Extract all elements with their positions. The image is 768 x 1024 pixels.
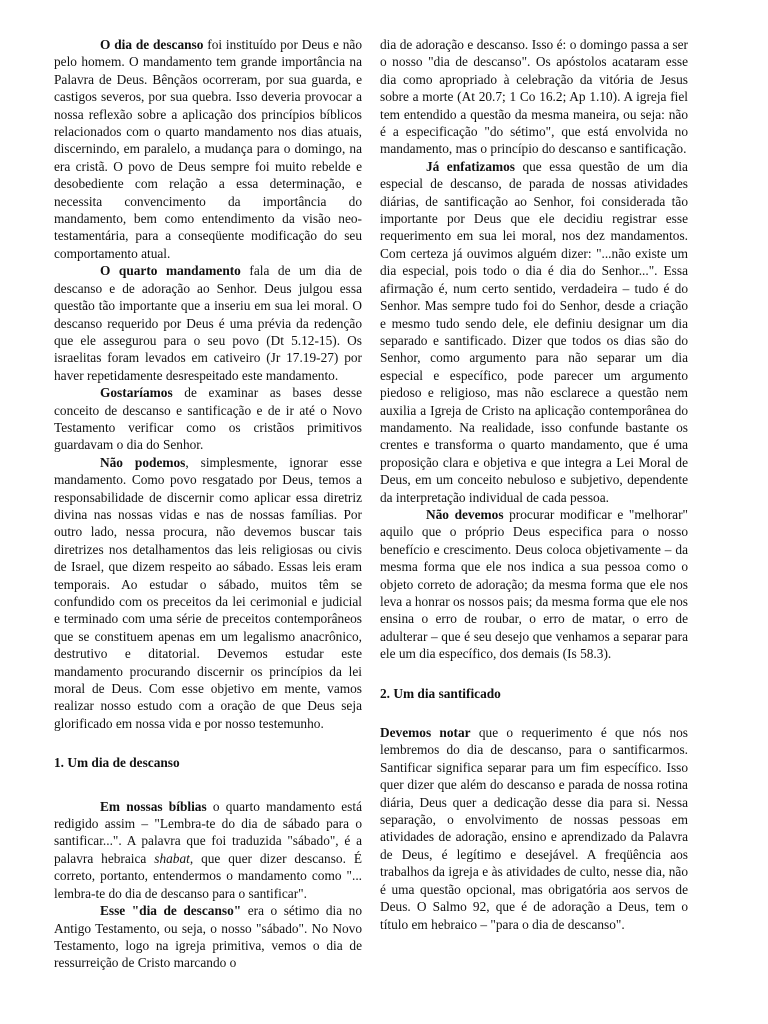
paragraph xyxy=(380,36,688,158)
spacer xyxy=(54,772,362,798)
paragraph xyxy=(54,454,362,733)
section-heading: 2. Um dia santificado xyxy=(380,685,501,701)
paragraph-lead: Devemos notar xyxy=(380,725,471,741)
paragraph-text: era o sétimo dia no Antigo Testamento, ou seja, o nosso "sábado". No Novo Testamento, logo na igreja primitiva, vemos o dia de ressurreição de Cristo marcando o xyxy=(54,903,362,971)
paragraph-text: , simplesmente, ignorar esse mandamento. Como povo resgatado por Deus, temos a responsabilidade de discernir como aplicar essa diretriz divina nas nossas vidas e nas de nossas famílias. Por outro lado, nessa procura, não devemos buscar tais diretrizes nos detalhamentos das leis religiosas ou civis de Israel, que dizem respeito ao sábado. Essas leis eram temporais. Ao estudar o sábado, muitos têm se confundido com os preceitos da lei cerimonial e judicial e terminado com uma série de preceitos contemporâneos que se constituem apenas em um legalismo anacrônico, destrutivo e ditatorial. Devemos estudar este mandamento procurando discernir os princípios da lei moral de Deus. Com esse objetivo em mente, vamos realizar nosso estudo com a oração de que Deus seja glorificado em nossa vida e por nosso testemunho. xyxy=(54,454,362,731)
paragraph xyxy=(54,384,362,454)
spacer xyxy=(380,702,688,724)
paragraph-text: dia de adoração e descanso. Isso é: o domingo passa a ser o nosso "dia de descanso". Os apóstolos acataram esse dia como apropriado à celebração da vitória de Jesus sobre a morte (At 20.7; 1 Co 16.2; Ap 1.10). A igreja fiel tem entendido a questão da mesma maneira, ou seja: não é a especificação "do sétimo", que está envolvida no mandamento, mas o princípio do descanso e santificação. xyxy=(380,37,688,157)
paragraph-lead: Gostaríamos xyxy=(100,385,173,401)
paragraph-text: procurar modificar e "melhorar" aquilo que o próprio Deus especifica para o nosso benefício e crescimento. Deus coloca objetivamente – da mesma forma que ele nos indica a sua pessoa como o objeto correto de adoração; da mesma forma que ele nos leva a honrar os nossos pais; da mesma forma que ele nos ensina o erro de roubar, o erro de matar, o erro de adulterar – que é seu desejo que venhamos a separar para ele um dia específico, dos demais (Is 58.3). xyxy=(380,506,688,662)
paragraph-lead: O dia de descanso xyxy=(100,37,204,52)
paragraph-lead: O quarto mandamento xyxy=(100,263,241,279)
paragraph-lead: Já enfatizamos xyxy=(426,158,515,174)
spacer xyxy=(54,732,362,754)
paragraph-text: fala de um dia de descanso e de adoração ao Senhor. Deus julgou essa questão tão importante que a inseriu em sua lei moral. O descanso requerido por Deus é uma prévia da redenção que ele assegurou para o seu povo (Dt 5.12-15). Os israelitas foram levados em cativeiro (Jr 17.19-27) por haver repetidamente desrespeitado este mandamento. xyxy=(54,263,363,383)
paragraph-text: que o requerimento é que nós nos lembremos do dia de descanso, para o santificarmos. Santificar significa separar para um fim específico. Isso quer dizer que além do descanso e parada de nossa rotina diária, Deus quer a dedicação desse dia para si. Nessa separação, o envolvimento de nossas pessoas em atividades de adoração, ensino e aprendizado da Palavra de Deus, é legítimo e desejável. A freqüência aos trabalhos da igreja e às atividades de culto, nesse dia, não é uma questão opcional, mas obrigatória aos servos de Deus. O Salmo 92, que é de adoração a Deus, tem o título em hebraico – "para o dia de descanso". xyxy=(380,725,688,932)
paragraph xyxy=(54,36,362,262)
paragraph xyxy=(54,902,362,972)
paragraph xyxy=(380,506,688,663)
paragraph-text: , que quer dizer descanso. É correto, portanto, entendermos o mandamento como "... lembra-te do dia de descanso para o santificar". xyxy=(54,850,362,901)
right-column xyxy=(380,36,688,1024)
spacer xyxy=(380,663,688,685)
paragraph-text: que essa questão de um dia especial de descanso, de parada de nossas atividades diárias, de santificação ao Senhor, foi considerada tão importante por Deus que ele decidiu registrar esse requerimento em sua lei moral, nos dez mandamentos. Com certeza já ouvimos alguém dizer: "...não existe um dia especial, pois todo o dia é dia do Senhor...". Essa afirmação é, num certo sentido, verdadeira – tudo é do Senhor. Mas sempre tudo foi do Senhor, desde a criação e mesmo tudo sendo dele, ele definiu designar um dia separado e santificado. Dizer que todos os dias são do Senhor, como argumento para não separar um dia especial e específico, pode parecer um argumento piedoso e religioso, mas não esclarece a questão nem auxilia a Igreja de Cristo na aplicação contemporânea do mandamento. Na realidade, isso confunde bastante os crentes e transforma o quarto mandamento, que é uma proposição clara e objetiva e que integra a Lei Moral de Deus, em um conceito nebuloso e subjetivo, dependente da interpretação individual de cada pessoa. xyxy=(380,158,688,505)
paragraph xyxy=(380,724,688,933)
paragraph-italic: shabat xyxy=(154,850,190,866)
left-column xyxy=(54,36,362,1024)
paragraph xyxy=(380,158,688,506)
paragraph xyxy=(54,798,362,902)
paragraph-lead: Não podemos xyxy=(100,454,186,470)
paragraph xyxy=(54,262,362,384)
paragraph-lead: Em nossas bíblias xyxy=(100,798,207,814)
paragraph-lead: Não devemos xyxy=(426,506,504,522)
paragraph-lead: Esse "dia de descanso" xyxy=(100,903,242,919)
section-heading: 1. Um dia de descanso xyxy=(54,755,180,771)
paragraph-text: de examinar as bases desse conceito de descanso e santificação e de ir até o Novo Testamento verificar como os cristãos primitivos guardavam o dia do Senhor. xyxy=(54,385,362,453)
paragraph-text: foi instituído por Deus e não pelo homem. O mandamento tem grande importância na Palavra de Deus. Bênçãos ocorreram, por sua guarda, e castigos severos, por sua quebra. Isso deveria provocar a nossa reflexão sobre a aplicação dos princípios bíblicos relacionados com o quarto mandamento nos dias atuais, discernindo, em paralelo, a mudança para o domingo, na era cristã. O povo de Deus sempre foi muito rebelde e desobediente com relação a essa determinação, e necessita convencimento da importância do mandamento, bem como entendimento da visão neo-testamentária, para a conseqüente modificação do seu comportamento atual. xyxy=(54,37,363,261)
paragraph-text: o quarto mandamento está redigido assim – "Lembra-te do dia de sábado para o santificar...". A palavra que foi traduzida "sábado", é a palavra hebraica xyxy=(54,798,362,866)
